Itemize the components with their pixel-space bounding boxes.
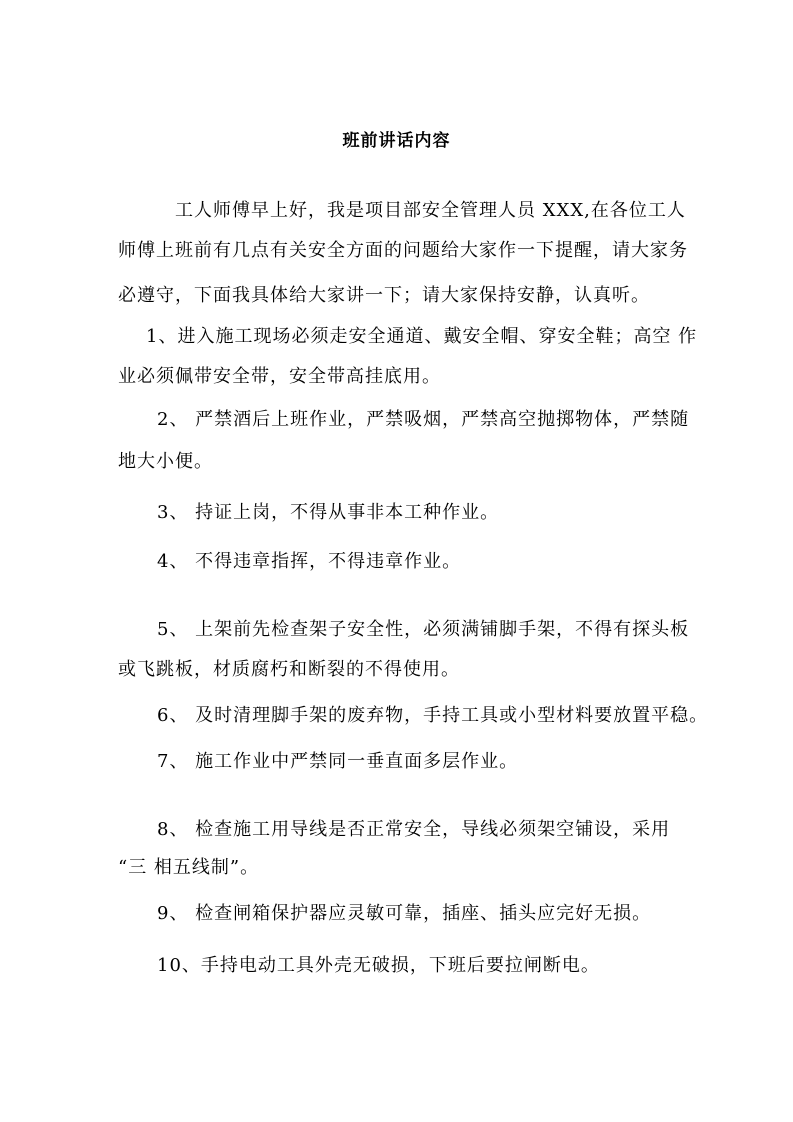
list-item-5: 5、 上架前先检查架子安全性，必须满铺脚手架，不得有探头板: [157, 619, 690, 640]
list-item-9: 9、 检查闸箱保护器应灵敏可靠，插座、插头应完好无损。: [157, 903, 652, 924]
list-item-4: 4、 不得违章指挥，不得违章作业。: [157, 551, 462, 572]
list-item-6: 6、 及时清理脚手架的废弃物，手持工具或小型材料要放置平稳。: [157, 705, 709, 726]
list-item-7: 7、 施工作业中严禁同一垂直面多层作业。: [157, 751, 519, 772]
list-item-2: 2、 严禁酒后上班作业，严禁吸烟，严禁高空抛掷物体，严禁随: [157, 409, 690, 430]
document-title: 班前讲话内容: [342, 131, 451, 151]
list-item-8-cont: “三 相五线制”。: [118, 857, 260, 878]
paragraph-line: 工人师傅早上好，我是项目部安全管理人员 XXX,在各位工人: [175, 200, 686, 221]
list-item-10: 10、手持电动工具外壳无破损，下班后要拉闸断电。: [157, 955, 600, 976]
list-item-5-cont: 或飞跳板，材质腐朽和断裂的不得使用。: [118, 659, 460, 680]
list-item-1-cont: 业必须佩带安全带，安全带高挂底用。: [118, 366, 441, 387]
list-item-2-cont: 地大小便。: [118, 451, 213, 472]
paragraph-line: 必遵守，下面我具体给大家讲一下；请大家保持安静，认真听。: [118, 285, 650, 306]
paragraph-line: 师傅上班前有几点有关安全方面的问题给大家作一下提醒，请大家务: [118, 240, 688, 261]
list-item-1: 1、进入施工现场必须走安全通道、戴安全帽、穿安全鞋；高空 作: [146, 326, 698, 347]
list-item-3: 3、 持证上岗，不得从事非本工种作业。: [157, 502, 500, 523]
list-item-8: 8、 检查施工用导线是否正常安全，导线必须架空铺设，采用: [157, 819, 671, 840]
